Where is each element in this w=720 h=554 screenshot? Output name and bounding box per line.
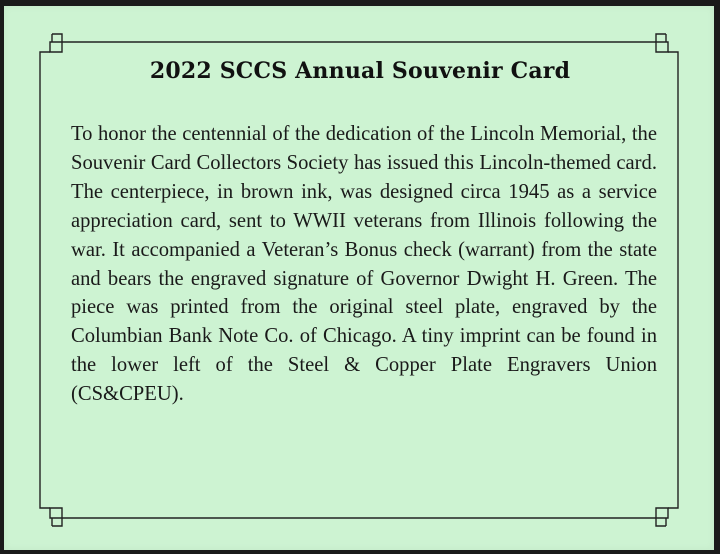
card-title: 2022 SCCS Annual Souvenir Card <box>149 58 571 84</box>
card-body-text: To honor the centennial of the dedication of the Lincoln Memorial, the Souvenir Card Collectors Society has issued this Lincoln-themed card. The centerpiece, in brown ink, was designed circa 1945 as a service appreciation card, sent to WWII veterans from Illinois following the war. It accompanied a Veteran’s Bonus check (warrant) from the state and bears the engraved signature of Governor Dwight H. Green. The piece was printed from the original steel plate, engraved by the Columbian Bank Note Co. of Chicago. A tiny imprint can be found in the lower left of the Steel & Copper Plate Engravers Union (CS&CPEU). <box>71 123 657 406</box>
